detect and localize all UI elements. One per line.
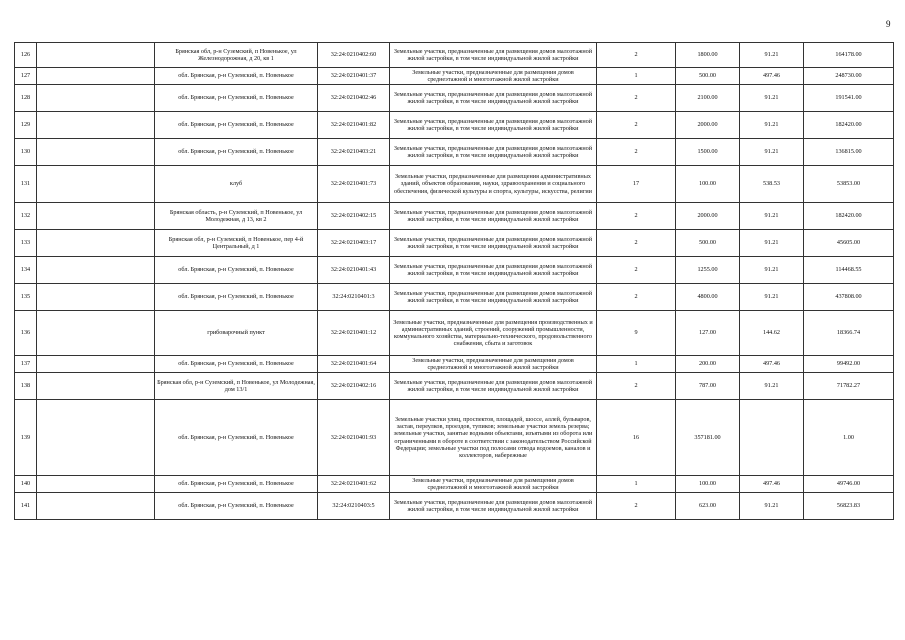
group-code-cell: 2 — [597, 203, 676, 230]
table-row — [15, 68, 894, 85]
specific-value-cell: 91.21 — [740, 43, 804, 68]
blank-cell — [37, 284, 155, 311]
cadastral-number-cell: 32:24:0210401:37 — [318, 68, 390, 85]
area-cell: 623.00 — [676, 493, 740, 520]
land-use-description-cell: Земельные участки, предназначенные для размещения домов малоэтажной жилой застройки, в том числе индивидуальной жилой застройки — [390, 257, 597, 284]
land-use-description-cell: Земельные участки, предназначенные для размещения домов малоэтажной жилой застройки, в том числе индивидуальной жилой застройки — [390, 373, 597, 400]
row-number: 134 — [15, 257, 37, 284]
blank-cell — [37, 230, 155, 257]
address-cell: Брянская обл, р-н Суземский, п Новенькое, пер 4-й Центральный, д 1 — [155, 230, 318, 257]
table-row — [15, 139, 894, 166]
row-number: 139 — [15, 400, 37, 476]
blank-cell — [37, 85, 155, 112]
area-cell: 4800.00 — [676, 284, 740, 311]
specific-value-cell: 497.46 — [740, 68, 804, 85]
cadastral-value-cell: 164178.00 — [804, 43, 894, 68]
specific-value-cell: 91.21 — [740, 373, 804, 400]
specific-value-cell: 91.21 — [740, 257, 804, 284]
land-use-description-cell: Земельные участки, предназначенные для размещения домов малоэтажной жилой застройки, в том числе индивидуальной жилой застройки — [390, 230, 597, 257]
address-cell: обл. Брянская, р-н Суземский, п. Новенькое — [155, 400, 318, 476]
cadastral-number-cell: 32:24:0210401:43 — [318, 257, 390, 284]
land-use-description-cell: Земельные участки улиц, проспектов, площадей, шоссе, аллей, бульваров, застав, переулков, проездов, тупиков; земельные участки земель резерва; земельные участки, занятые водными объектами, изъятыми из оборота или ограниченными в обороте в соответствии с законодательством Российской Федерации; земельные участки под полосами отвода водоемов, каналов и коллекторов, набережные — [390, 400, 597, 476]
area-cell: 1500.00 — [676, 139, 740, 166]
group-code-cell: 2 — [597, 373, 676, 400]
row-number: 133 — [15, 230, 37, 257]
blank-cell — [37, 476, 155, 493]
land-use-description-cell: Земельные участки, предназначенные для размещения административных зданий, объектов образования, науки, здравоохранения и социального обеспечения, физической культуры и спорта, культуры, искусства, религии — [390, 166, 597, 203]
area-cell: 1255.00 — [676, 257, 740, 284]
address-cell: Брянская обл, р-н Суземский, п Новенькое, ул Железнодорожная, д 20, кв 1 — [155, 43, 318, 68]
blank-cell — [37, 68, 155, 85]
group-code-cell: 1 — [597, 476, 676, 493]
blank-cell — [37, 139, 155, 166]
land-use-description-cell: Земельные участки, предназначенные для размещения домов среднеэтажной и многоэтажной жилой застройки — [390, 476, 597, 493]
address-cell: грибоварочный пункт — [155, 311, 318, 356]
row-number: 129 — [15, 112, 37, 139]
address-cell: обл. Брянская, р-н Суземский, п. Новенькое — [155, 257, 318, 284]
group-code-cell: 2 — [597, 493, 676, 520]
cadastral-number-cell: 32:24:0210402:46 — [318, 85, 390, 112]
cadastral-value-cell: 182420.00 — [804, 203, 894, 230]
specific-value-cell: 538.53 — [740, 166, 804, 203]
specific-value-cell: 497.46 — [740, 356, 804, 373]
cadastral-number-cell: 32:24:0210403:21 — [318, 139, 390, 166]
table-row — [15, 112, 894, 139]
blank-cell — [37, 257, 155, 284]
blank-cell — [37, 356, 155, 373]
specific-value-cell: 91.21 — [740, 203, 804, 230]
specific-value-cell: 91.21 — [740, 85, 804, 112]
specific-value-cell: 91.21 — [740, 230, 804, 257]
blank-cell — [37, 43, 155, 68]
group-code-cell: 9 — [597, 311, 676, 356]
cadastral-value-cell: 99492.00 — [804, 356, 894, 373]
address-cell: Брянская обл, р-н Суземский, п Новенькое, ул Молодежная, дом 13/1 — [155, 373, 318, 400]
blank-cell — [37, 493, 155, 520]
land-use-description-cell: Земельные участки, предназначенные для размещения домов малоэтажной жилой застройки, в том числе индивидуальной жилой застройки — [390, 493, 597, 520]
cadastral-number-cell: 32:24:0210403:17 — [318, 230, 390, 257]
address-cell: обл. Брянская, р-н Суземский, п. Новенькое — [155, 112, 318, 139]
cadastral-value-cell: 182420.00 — [804, 112, 894, 139]
area-cell: 100.00 — [676, 166, 740, 203]
cadastral-number-cell: 32:24:0210402:16 — [318, 373, 390, 400]
land-use-description-cell: Земельные участки, предназначенные для размещения домов среднеэтажной и многоэтажной жилой застройки — [390, 356, 597, 373]
address-cell: обл. Брянская, р-н Суземский, п. Новенькое — [155, 493, 318, 520]
area-cell: 500.00 — [676, 68, 740, 85]
cadastral-value-cell: 1.00 — [804, 400, 894, 476]
blank-cell — [37, 203, 155, 230]
land-use-description-cell: Земельные участки, предназначенные для размещения домов малоэтажной жилой застройки, в том числе индивидуальной жилой застройки — [390, 43, 597, 68]
specific-value-cell: 91.21 — [740, 112, 804, 139]
row-number: 131 — [15, 166, 37, 203]
area-cell: 2000.00 — [676, 112, 740, 139]
cadastral-number-cell: 32:24:0210403:5 — [318, 493, 390, 520]
land-use-description-cell: Земельные участки, предназначенные для размещения домов малоэтажной жилой застройки, в том числе индивидуальной жилой застройки — [390, 284, 597, 311]
row-number: 136 — [15, 311, 37, 356]
row-number: 130 — [15, 139, 37, 166]
table-row — [15, 85, 894, 112]
table-row — [15, 230, 894, 257]
table-row — [15, 493, 894, 520]
address-cell: обл. Брянская, р-н Суземский, п. Новенькое — [155, 139, 318, 166]
table-row — [15, 43, 894, 68]
cadastral-value-cell: 248730.00 — [804, 68, 894, 85]
address-cell: обл. Брянская, р-н Суземский, п. Новенькое — [155, 284, 318, 311]
cadastral-value-cell: 45605.00 — [804, 230, 894, 257]
cadastral-number-cell: 32:24:0210401:64 — [318, 356, 390, 373]
area-cell: 2000.00 — [676, 203, 740, 230]
area-cell: 500.00 — [676, 230, 740, 257]
group-code-cell: 2 — [597, 230, 676, 257]
cadastral-value-cell: 56823.83 — [804, 493, 894, 520]
cadastral-number-cell: 32:24:0210401:3 — [318, 284, 390, 311]
table-row — [15, 257, 894, 284]
address-cell: Брянская область, р-н Суземский, п Новенькое, ул Молодежная, д 13, кв 2 — [155, 203, 318, 230]
row-number: 127 — [15, 68, 37, 85]
area-cell: 1800.00 — [676, 43, 740, 68]
row-number: 126 — [15, 43, 37, 68]
cadastral-number-cell: 32:24:0210401:73 — [318, 166, 390, 203]
area-cell: 2100.00 — [676, 85, 740, 112]
cadastral-number-cell: 32:24:0210401:62 — [318, 476, 390, 493]
table-row — [15, 356, 894, 373]
blank-cell — [37, 400, 155, 476]
cadastral-value-cell: 437808.00 — [804, 284, 894, 311]
cadastral-value-cell: 53853.00 — [804, 166, 894, 203]
area-cell: 357181.00 — [676, 400, 740, 476]
land-registry-table — [14, 42, 894, 520]
cadastral-number-cell: 32:24:0210401:82 — [318, 112, 390, 139]
table-row — [15, 203, 894, 230]
group-code-cell: 2 — [597, 85, 676, 112]
specific-value-cell: 144.62 — [740, 311, 804, 356]
address-cell: обл. Брянская, р-н Суземский, п. Новенькое — [155, 356, 318, 373]
table-row — [15, 166, 894, 203]
group-code-cell: 1 — [597, 68, 676, 85]
group-code-cell: 2 — [597, 112, 676, 139]
table-row — [15, 400, 894, 476]
specific-value-cell: 91.21 — [740, 493, 804, 520]
cadastral-value-cell: 71782.27 — [804, 373, 894, 400]
row-number: 137 — [15, 356, 37, 373]
specific-value-cell — [740, 400, 804, 476]
cadastral-number-cell: 32:24:0210402:15 — [318, 203, 390, 230]
cadastral-number-cell: 32:24:0210401:93 — [318, 400, 390, 476]
land-use-description-cell: Земельные участки, предназначенные для размещения производственных и административных зданий, строений, сооружений промышленности, коммунального хозяйства, материально-технического, продовольственного снабжения, сбыта и заготовок — [390, 311, 597, 356]
group-code-cell: 1 — [597, 356, 676, 373]
address-cell: клуб — [155, 166, 318, 203]
cadastral-value-cell: 49746.00 — [804, 476, 894, 493]
area-cell: 100.00 — [676, 476, 740, 493]
row-number: 135 — [15, 284, 37, 311]
table-row — [15, 373, 894, 400]
specific-value-cell: 91.21 — [740, 284, 804, 311]
cadastral-number-cell: 32:24:0210401:12 — [318, 311, 390, 356]
land-use-description-cell: Земельные участки, предназначенные для размещения домов среднеэтажной и многоэтажной жилой застройки — [390, 68, 597, 85]
group-code-cell: 2 — [597, 43, 676, 68]
cadastral-value-cell: 114468.55 — [804, 257, 894, 284]
blank-cell — [37, 166, 155, 203]
group-code-cell: 2 — [597, 257, 676, 284]
cadastral-value-cell: 191541.00 — [804, 85, 894, 112]
area-cell: 200.00 — [676, 356, 740, 373]
cadastral-value-cell: 18366.74 — [804, 311, 894, 356]
row-number: 132 — [15, 203, 37, 230]
area-cell: 127.00 — [676, 311, 740, 356]
cadastral-value-cell: 136815.00 — [804, 139, 894, 166]
row-number: 140 — [15, 476, 37, 493]
cadastral-number-cell: 32:24:0210402:60 — [318, 43, 390, 68]
address-cell: обл. Брянская, р-н Суземский, п. Новенькое — [155, 68, 318, 85]
page-number: 9 — [886, 19, 891, 29]
table-row — [15, 476, 894, 493]
specific-value-cell: 91.21 — [740, 139, 804, 166]
row-number: 141 — [15, 493, 37, 520]
row-number: 138 — [15, 373, 37, 400]
area-cell: 787.00 — [676, 373, 740, 400]
table-row — [15, 284, 894, 311]
blank-cell — [37, 112, 155, 139]
address-cell: обл. Брянская, р-н Суземский, п. Новенькое — [155, 476, 318, 493]
blank-cell — [37, 311, 155, 356]
land-use-description-cell: Земельные участки, предназначенные для размещения домов малоэтажной жилой застройки, в том числе индивидуальной жилой застройки — [390, 203, 597, 230]
land-use-description-cell: Земельные участки, предназначенные для размещения домов малоэтажной жилой застройки, в том числе индивидуальной жилой застройки — [390, 85, 597, 112]
group-code-cell: 2 — [597, 284, 676, 311]
land-use-description-cell: Земельные участки, предназначенные для размещения домов малоэтажной жилой застройки, в том числе индивидуальной жилой застройки — [390, 139, 597, 166]
specific-value-cell: 497.46 — [740, 476, 804, 493]
group-code-cell: 16 — [597, 400, 676, 476]
group-code-cell: 17 — [597, 166, 676, 203]
registry-body — [15, 43, 894, 520]
group-code-cell: 2 — [597, 139, 676, 166]
table-row — [15, 311, 894, 356]
blank-cell — [37, 373, 155, 400]
land-use-description-cell: Земельные участки, предназначенные для размещения домов малоэтажной жилой застройки, в том числе индивидуальной жилой застройки — [390, 112, 597, 139]
address-cell: обл. Брянская, р-н Суземский, п. Новенькое — [155, 85, 318, 112]
row-number: 128 — [15, 85, 37, 112]
